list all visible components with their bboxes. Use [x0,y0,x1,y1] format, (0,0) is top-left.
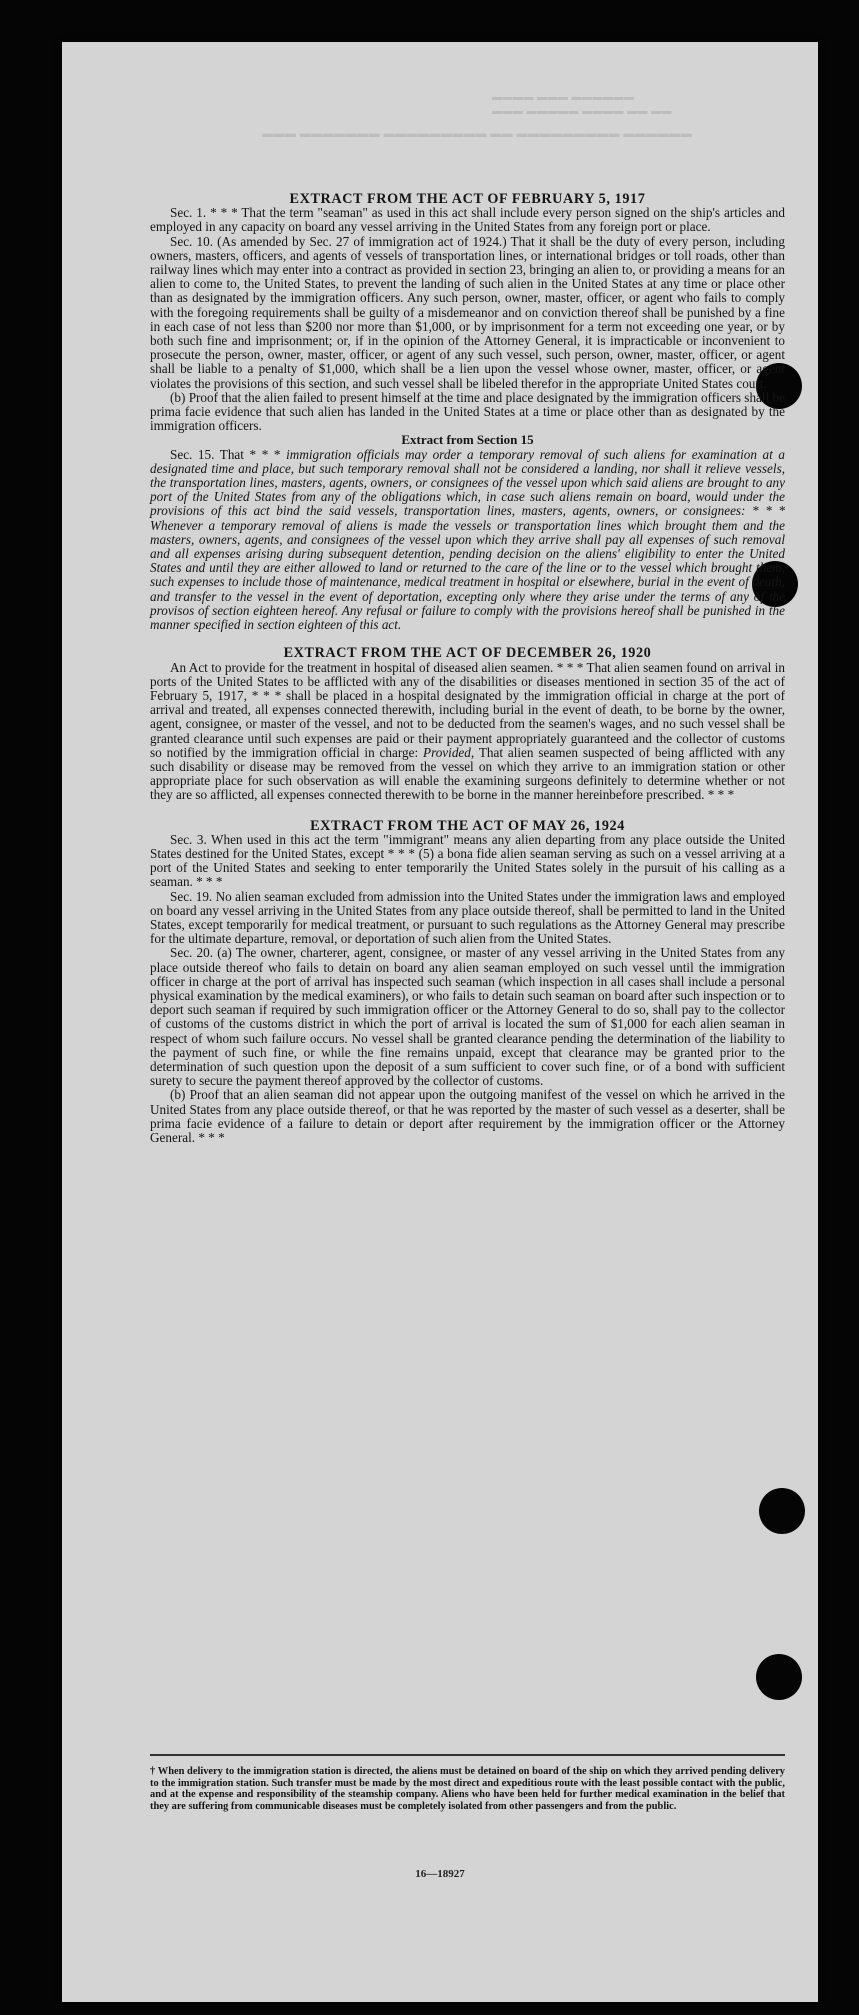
paragraph-sec-20-b: (b) Proof that an alien seaman did not appear upon the outgoing manifest of the vessel on which he arrived in the United States from any place outside thereof, or that he was reported by the master of such vessel as a deserter, shall be prima facie evidence of a failure to detain or deport after requirement by the immigration officer or the Attorney General. * * * [150,1087,785,1145]
footnote: † When delivery to the immigration station is directed, the aliens must be detained on board of the ship on which they arrived pending delivery to the immigration station. Such transfer must be made by the most direct and expeditious route with the least possible contact with the public, and at the expense and responsibility of the steamship company. Aliens who have been held for further medical examination in the belief that they are suffering from communicable diseases must be completely isolated from other passengers and from the public. [150,1766,785,1812]
act-1920-lead: An Act to provide for the treatment in hospital of diseased alien seamen. * * * That alien seamen found on arrival in ports of the United States to be afflicted with any of the disabilities or diseases mentioned in section 35 of the act of February 5, 1917, * * * shall be placed in a hospital designated by the immigration official in charge at the port of arrival and treated, all expenses connected therewith, including burial in the event of death, to be borne by the owner, agent, consignee, or master of the vessel, and not to be deducted from the seamen's wages, and no such vessel shall be granted clearance until such expenses are paid or their payment appropriately guaranteed and the collector of customs so notified by the immigration official in charge: [150,659,785,760]
punch-hole [756,1654,802,1700]
paragraph-sec-3: Sec. 3. When used in this act the term "immigrant" means any alien departing from any place outside the United States destined for the United States, except * * * (5) a bona fide alien seaman serving as such on a vessel arriving at a port of the United States and seeking to enter temporarily the United States solely in the pursuit of his calling as a seaman. * * * [150,831,785,890]
subheading-section-15: Extract from Section 15 [401,432,534,448]
document-body [150,192,785,1145]
document-page [62,42,818,2002]
form-number: 16—18927 [415,1868,465,1880]
paragraph-sec-1: Sec. 1. * * * That the term "seaman" as used in this act shall include every person signed on the ship's articles and employed in any capacity on board any vessel arriving in the United States from any foreign port or place. [150,205,785,235]
footnote-divider [150,1754,785,1756]
paragraph-sec-10: Sec. 10. (As amended by Sec. 27 of immigration act of 1924.) That it shall be the duty of every person, including owners, masters, officers, and agents of vessels of transportation lines, or international bridges or toll roads, other than railway lines which may enter into a contract as provided in section 23, bringing an alien to, or providing a means for an alien to come to, the United States, to prevent the landing of such alien in the United States at any time or place other than as designated by the immigration officers. Any such person, owner, master, officer, or agent who fails to comply with the foregoing requirements shall be guilty of a misdemeanor and on conviction thereof shall be punished by a fine in each case of not less than $200 nor more than $1,000, or by imprisonment for a term not exceeding one year, or by both such fine and imprisonment; or, if in the opinion of the Attorney General, it is impracticable or inconvenient to prosecute the person, owner, master, officer, or agent of any such vessel, such person, owner, master, officer, or agent shall be liable to a penalty of $1,000, which shall be a lien upon the vessel whose owner, master, officer, or agent violates the provisions of this section, and such vessel shall be libeled therefor in the appropriate United States court. [150,233,786,391]
bleed-through-text: ▬▬▬ ▬▬▬▬▬ ▬▬▬▬ ▬▬ ▬▬ [492,106,672,117]
bleed-through-text: ▬▬▬▬ ▬▬▬ ▬▬▬▬▬▬ [492,92,635,103]
act-1920-provided: Provided, [423,744,475,760]
bleed-through-text: ▬▬▬ ▬▬▬▬▬▬▬ ▬▬▬▬▬▬▬▬▬ ▬▬ ▬▬▬▬▬▬▬▬▬ ▬▬▬▬▬▬ [262,128,693,140]
heading-act-1924: EXTRACT FROM THE ACT OF MAY 26, 1924 [310,817,625,834]
sec-15-lead: Sec. 15. That * * * [170,446,287,462]
act-1920-rest: That alien seamen suspected of being afflicted with any such disability or disease may be removed from the vessel on which they arrive to an immigration station or other appropriate place for such observation as will enable the examining surgeons definitely to determine whether or not they are so afflicted, all expenses connected therewith to be borne in the manner hereinbefore prescribed. * * * [150,744,785,803]
paragraph-sec-10-b: (b) Proof that the alien failed to present himself at the time and place designated by the immigration officers shall be prima facie evidence that such alien has landed in the United States at a time or place other than as designated by the immigration officers. [150,389,785,434]
paragraph-act-1920 [150,661,785,803]
heading-act-1917: EXTRACT FROM THE ACT OF FEBRUARY 5, 1917 [289,191,646,207]
paragraph-sec-20-a: Sec. 20. (a) The owner, charterer, agent, consignee, or master of any vessel arriving in the United States from any place outside thereof who fails to detain on board any alien seaman employed on such vessel until the immigration officer in charge at the port of arrival has inspected such seaman (which inspection in all cases shall include a personal physical examination by the medical examiners), or who fails to detain such seaman on board after such inspection or to deport such seaman if required by such immigration officer or the Attorney General to do so, shall pay to the collector of customs of the customs district in which the port of arrival is located the sum of $1,000 for each alien seaman in respect of whom such failure occurs. No vessel shall be granted clearance pending the determination of the liability to the payment of such fine, or while the fine remains unpaid, except that clearance may be granted prior to the determination of such question upon the deposit of a sum sufficient to cover such fine, or of a bond with sufficient surety to secure the payment thereof approved by the collector of customs. [150,945,785,1089]
sec-15-text: immigration officials may order a temporary removal of such aliens for examination at a designated time and place, but such temporary removal shall not be considered a landing, nor shall it relieve vessels, the transportation lines, masters, agents, owners, or consignees of the vessel upon which said aliens are brought to any port of the United States from any of the obligations which, in case such aliens remain on board, would under the provisions of this act bind the said vessels, transportation lines, masters, agents, owners, or consignees: * * * Whenever a temporary removal of aliens is made the vessels or transportation lines which brought them and the masters, owners, agents, and consignees of the vessel upon which they arrive shall pay all expenses of such removal and all expenses arising during subsequent detention, pending decision on the aliens' eligibility to enter the United States and until they are either allowed to land or returned to the care of the line or to the vessel which brought them, such expenses to include those of maintenance, medical treatment in hospital or elsewhere, burial in the event of death, and transfer to the vessel in the event of deportation, excepting only where they arise under the terms of any of the provisos of section eighteen hereof. Any refusal or failure to comply with the provisions hereof shall be punished in the manner specified in section eighteen of this act. [150,446,786,633]
punch-hole [759,1488,805,1534]
paragraph-sec-15 [150,448,785,633]
paragraph-sec-19: Sec. 19. No alien seaman excluded from admission into the United States under the immigration laws and employed on board any vessel arriving in the United States from any place outside thereof, shall be permitted to land in the United States, except temporarily for medical treatment, or pursuant to such regulations as the Attorney General may prescribe for the ultimate departure, removal, or deportation of such alien from the United States. [150,888,785,947]
heading-act-1920: EXTRACT FROM THE ACT OF DECEMBER 26, 1920 [283,645,652,662]
